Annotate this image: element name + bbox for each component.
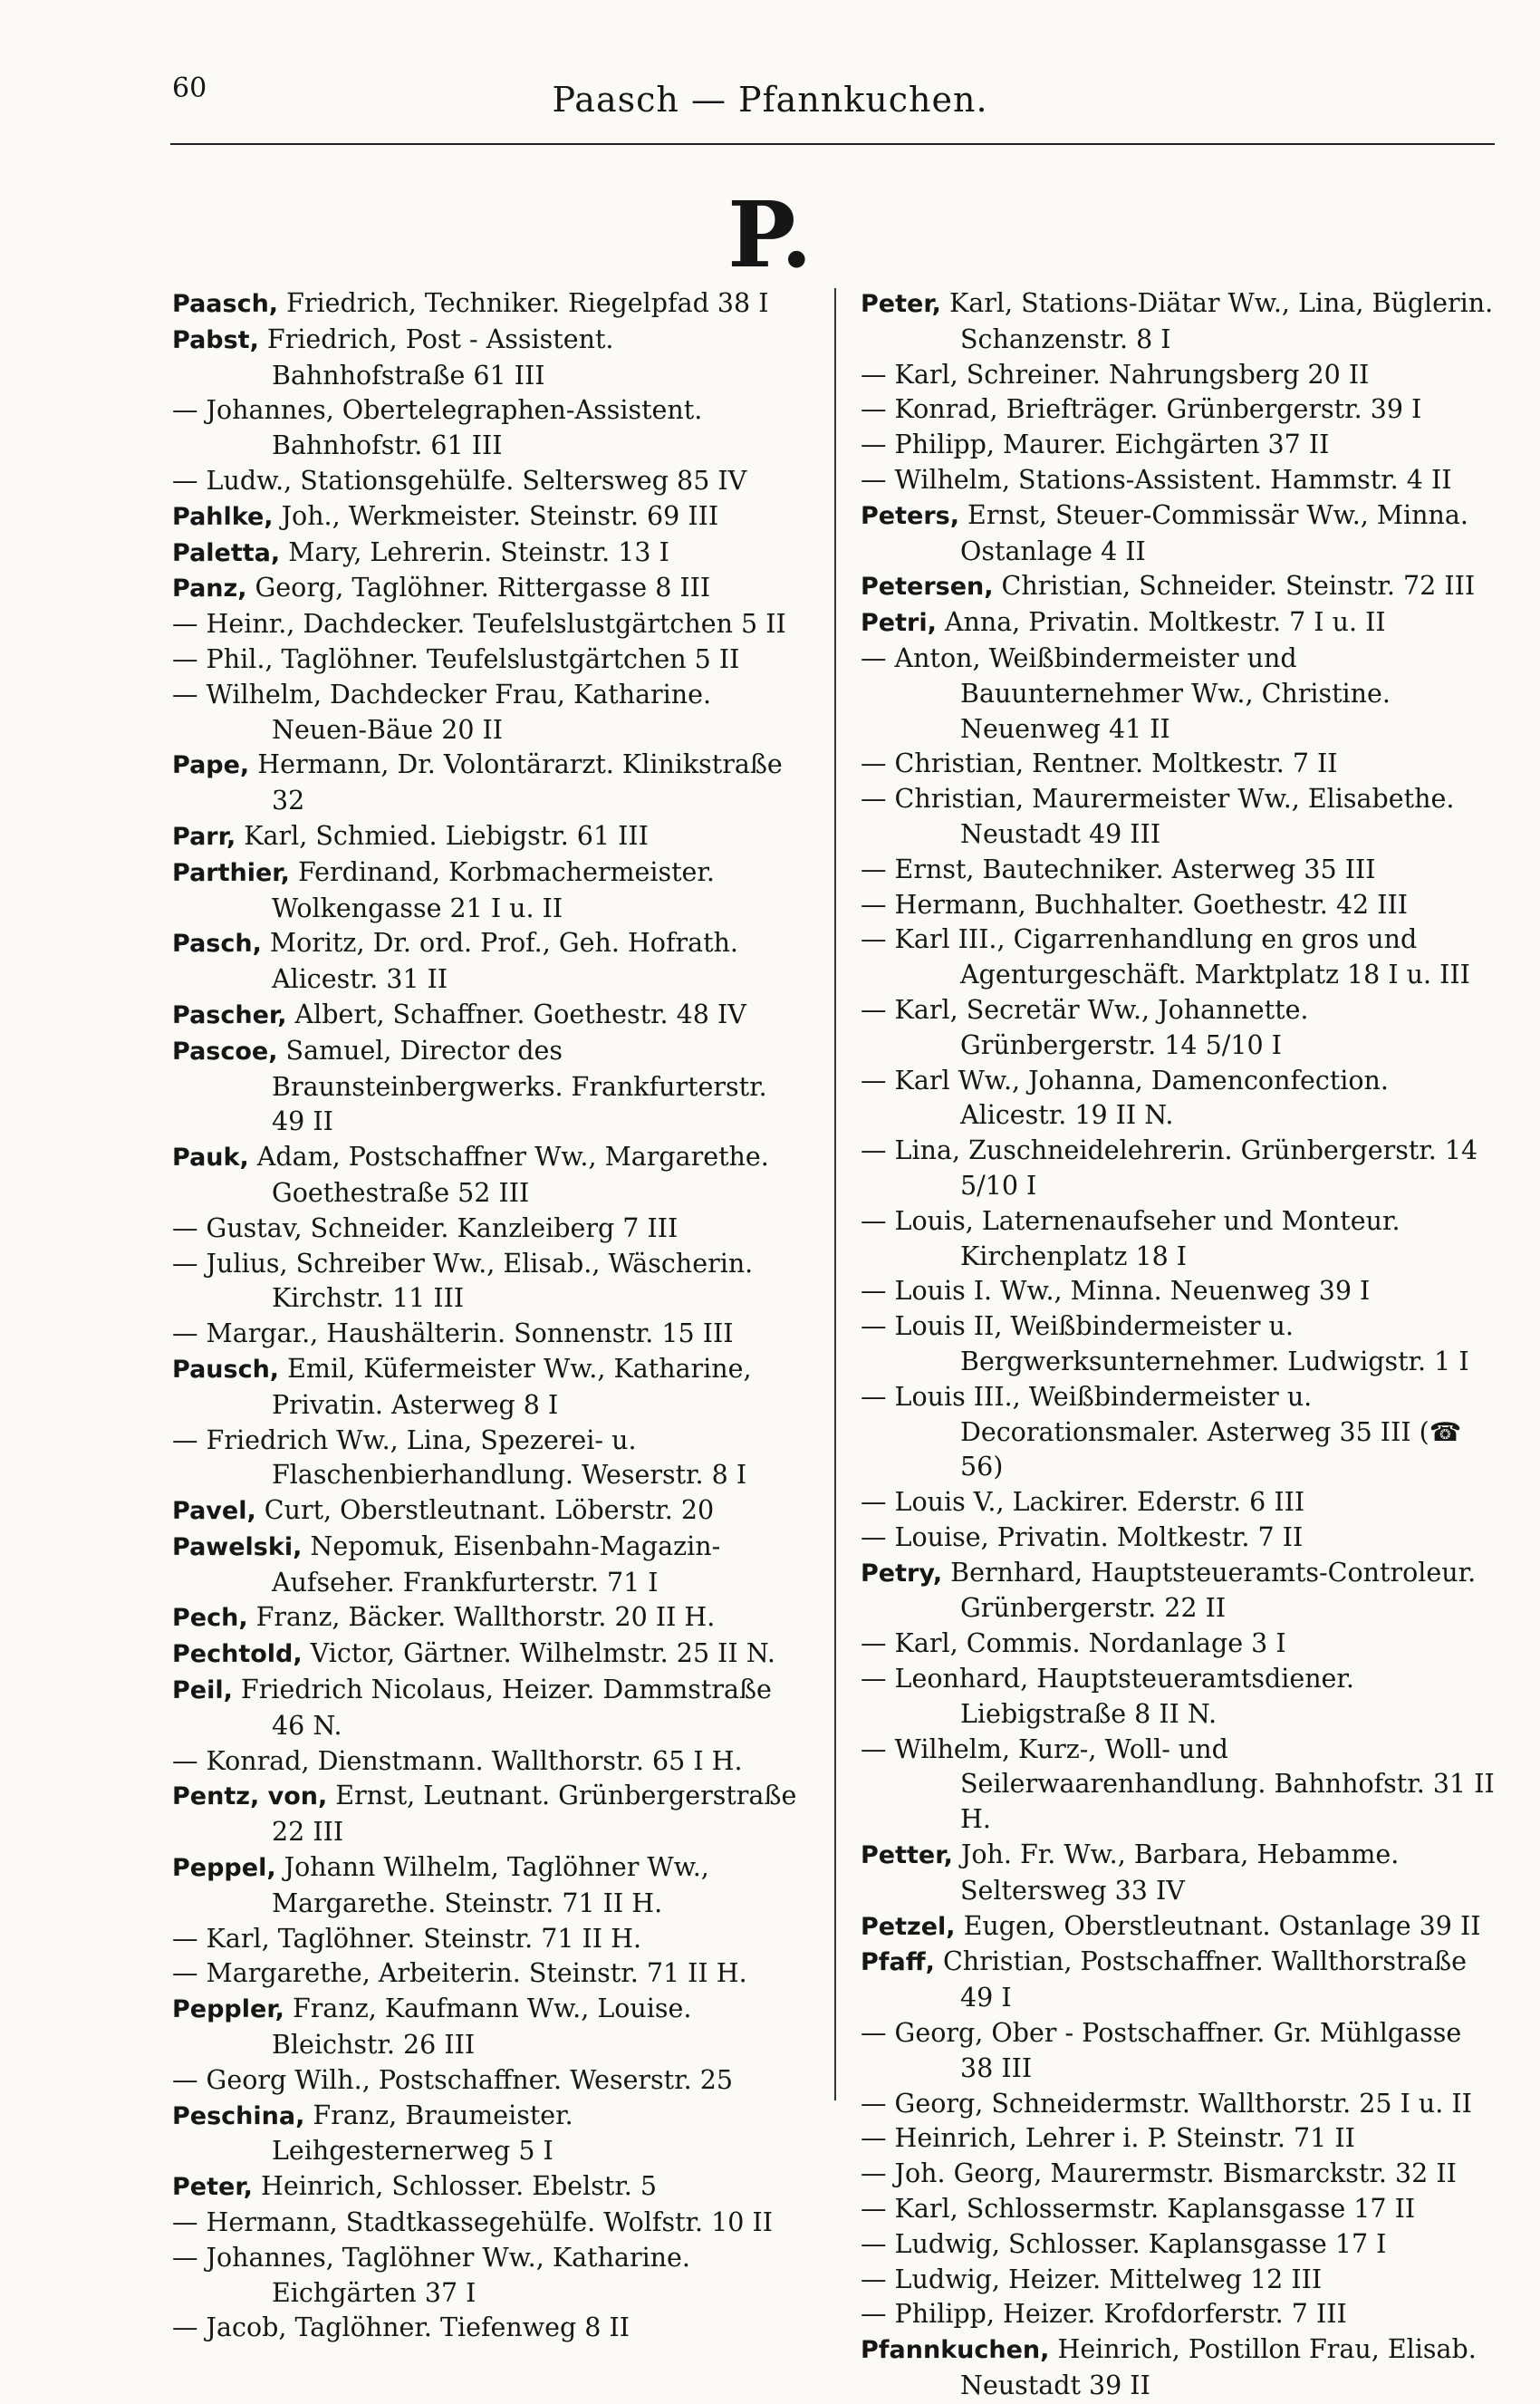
directory-entry [172,819,806,855]
entry-surname: Pascoe, [172,1037,278,1066]
entry-details: — Karl, Taglöhner. Steinstr. 71 II H. [172,1923,642,1954]
left-column [172,286,806,2346]
directory-entry [172,1600,806,1636]
section-letter: P. [727,181,813,288]
directory-entry [172,393,806,464]
directory-entry [861,2297,1495,2332]
directory-entry [861,1662,1495,1733]
entry-details: — Karl Ww., Johanna, Damenconfection. Alicestr. 19 II N. [861,1065,1389,1131]
directory-entry [172,926,806,998]
entry-details: — Anton, Weißbindermeister und Bauunternehmer Ww., Christine. Neuenweg 41 II [861,642,1391,744]
entry-details: — Margarethe, Arbeiterin. Steinstr. 71 II H. [172,1958,747,1989]
entry-details: — Wilhelm, Kurz-, Woll- und Seilerwaarenhandlung. Bahnhofstr. 31 II H. [861,1733,1495,1835]
directory-entry [861,853,1495,888]
entry-details: — Julius, Schreiber Ww., Elisab., Wäscherin. Kirchstr. 11 III [172,1248,754,1314]
entry-surname: Peter, [861,290,941,318]
entry-details: — Karl, Schlossermstr. Kaplansgasse 17 II [861,2194,1416,2225]
entry-details: — Louis V., Lackirer. Ederstr. 6 III [861,1487,1305,1518]
directory-entry [861,1134,1495,1204]
directory-entry [172,323,806,394]
entry-details: — Karl, Secretär Ww., Johannette. Grünbergerstr. 14 5/10 I [861,994,1309,1060]
entry-details: Ferdinand, Korbmachermeister. Wolkengasse 21 I u. II [272,856,715,923]
entry-details: Christian, Postschaffner. Wallthorstraße 49 I [934,1946,1468,2013]
running-head: Paasch — Pfannkuchen. [552,80,988,120]
entry-details: Eugen, Oberstleutnant. Ostanlage 39 II [955,1910,1481,1941]
entry-details: — Georg Wilh., Postschaffner. Weserstr. 25 [172,2064,734,2095]
directory-entry [861,1556,1495,1627]
entry-details: — Karl III., Cigarrenhandlung en gros und Agenturgeschäft. Marktplatz 18 I u. III [861,924,1470,990]
entry-details: — Joh. Georg, Maurermstr. Bismarckstr. 32 II [861,2158,1457,2189]
entry-details: — Heinrich, Lehrer i. P. Steinstr. 71 II [861,2123,1355,2154]
directory-entry [172,1922,806,1957]
entry-surname: Peschina, [172,2101,305,2130]
directory-entry [861,1380,1495,1485]
directory-entry [172,2063,806,2099]
entry-details: Karl, Schmied. Liebigstr. 61 III [236,820,649,851]
directory-entry [861,747,1495,782]
entry-details: — Johannes, Obertelegraphen-Assistent. Bahnhofstr. 61 III [172,395,703,461]
directory-entry [861,1838,1495,1909]
entry-details: Friedrich Nicolaus, Heizer. Dammstraße 46 N. [232,1675,772,1741]
entry-details: — Wilhelm, Stations-Assistent. Hammstr. 4 II [861,464,1452,495]
directory-entry [861,569,1495,605]
directory-entry [861,1909,1495,1945]
entry-details: Friedrich, Post - Assistent. Bahnhofstraße 61 III [258,323,614,391]
entry-details: — Louis III., Weißbindermeister u. Decorationsmaler. Asterweg 35 III (☎ 56) [861,1381,1462,1482]
entry-surname: Pawelski, [172,1532,303,1561]
directory-entry [861,2157,1495,2192]
directory-entry [861,782,1495,853]
directory-entry [172,571,806,607]
entry-details: Christian, Schneider. Steinstr. 72 III [993,571,1476,602]
directory-entry [172,1992,806,2063]
entry-surname: Peil, [172,1676,233,1705]
entry-details: — Jacob, Taglöhner. Tiefenweg 8 II [172,2312,630,2343]
directory-entry [861,358,1495,393]
entry-details: Ernst, Leutnant. Grünbergerstraße 22 III [272,1781,797,1848]
entry-details: Bernhard, Hauptsteueramts-Controleur. Grünbergerstr. 22 II [942,1557,1477,1624]
directory-entry [172,607,806,642]
entry-surname: Petzel, [861,1912,956,1941]
directory-entry [172,2241,806,2312]
entry-surname: Pasch, [172,930,262,959]
entry-surname: Pavel, [172,1497,256,1526]
entry-details: — Friedrich Ww., Lina, Spezerei- u. Flaschenbierhandlung. Weserstr. 8 I [172,1424,747,1491]
entry-details: Samuel, Director des Braunsteinbergwerks. Frankfurterstr. 49 II [272,1035,767,1137]
directory-entry [172,2099,806,2170]
directory-entry [861,2192,1495,2227]
entry-details: Georg, Taglöhner. Rittergasse 8 III [246,573,711,603]
entry-surname: Pahlke, [172,502,274,531]
entry-details: Moritz, Dr. ord. Prof., Geh. Hofrath. Alicestr. 31 II [261,928,738,995]
entry-details: — Christian, Maurermeister Ww., Elisabethe. Neustadt 49 III [861,784,1455,849]
directory-entry [861,1309,1495,1380]
directory-entry [172,1493,806,1530]
entry-details: Nepomuk, Eisenbahn-Magazin-Aufseher. Frankfurterstr. 71 I [272,1530,721,1598]
directory-entry [861,1274,1495,1309]
entry-details: — Lina, Zuschneidelehrerin. Grünbergerstr. 14 5/10 I [861,1135,1478,1201]
entry-details: Curt, Oberstleutnant. Löberstr. 20 [255,1495,715,1526]
entry-details: — Johannes, Taglöhner Ww., Katharine. Eichgärten 37 I [172,2242,690,2308]
entry-details: — Ludw., Stationsgehülfe. Seltersweg 85 IV [172,465,747,496]
entry-details: — Louis II, Weißbindermeister u. Bergwerksunternehmer. Ludwigstr. 1 I [861,1311,1469,1376]
directory-entry [861,1485,1495,1521]
entry-details: Emil, Küfermeister Ww., Katharine, Privatin. Asterweg 8 I [272,1353,752,1420]
entry-details: Franz, Kaufmann Ww., Louise. Bleichstr. 26 III [272,1994,692,2061]
entry-details: — Gustav, Schneider. Kanzleiberg 7 III [172,1212,679,1243]
entry-details: — Georg, Ober - Postschaffner. Gr. Mühlgasse 38 III [861,2018,1462,2083]
directory-entry [861,428,1495,463]
entry-details: Franz, Bäcker. Wallthorstr. 20 II H. [247,1602,716,1633]
directory-entry [861,2332,1495,2404]
directory-entry [861,2263,1495,2298]
entry-details: Ernst, Steuer-Commissär Ww., Minna. Ostanlage 4 II [958,499,1468,566]
entry-details: Hermann, Dr. Volontärarzt. Klinikstraße 32 [249,749,783,816]
directory-entry [172,464,806,499]
directory-entry [861,286,1495,358]
entry-surname: Peppel, [172,1854,276,1883]
entry-surname: Peter, [172,2173,253,2202]
entry-details: — Louis, Laternenaufseher und Monteur. Kirchenplatz 18 I [861,1205,1400,1271]
entry-details: Joh. Fr. Ww., Barbara, Hebamme. Seltersweg 33 IV [952,1839,1400,1906]
directory-entry [172,536,806,572]
entry-details: Anna, Privatin. Moltkestr. 7 I u. II [936,607,1386,638]
right-column [861,286,1495,2404]
directory-entry [172,748,806,819]
entry-surname: Pauk, [172,1144,249,1173]
directory-entry [172,1212,806,1247]
entry-details: — Philipp, Heizer. Krofdorferstr. 7 III [861,2299,1347,2330]
directory-entry [861,1204,1495,1275]
directory-entry [861,1521,1495,1556]
directory-entry [172,678,806,748]
directory-entry [172,1424,806,1494]
entry-details: Adam, Postschaffner Ww., Margarethe. Goethestraße 52 III [248,1142,769,1208]
entry-surname: Petersen, [861,573,994,602]
page-number: 60 [172,72,207,104]
entry-surname: Pascher, [172,1000,287,1029]
entry-details: — Margar., Haushälterin. Sonnenstr. 15 III [172,1318,734,1349]
directory-entry [172,1636,806,1673]
directory-entry [172,1034,806,1140]
entry-surname: Petri, [861,609,937,638]
entry-details: — Hermann, Stadtkassegehülfe. Wolfstr. 10 II [172,2207,773,2238]
entry-surname: Peters, [861,501,959,530]
entry-details: Heinrich, Postillon Frau, Elisab. Neustadt 39 II [960,2334,1477,2401]
entry-details: — Louise, Privatin. Moltkestr. 7 II [861,1521,1304,1552]
directory-entry [172,855,806,927]
entry-details: — Philipp, Maurer. Eichgärten 37 II [861,430,1330,460]
entry-details: — Ludwig, Heizer. Mittelweg 12 III [861,2264,1323,2294]
entry-surname: Parthier, [172,858,290,887]
directory-entry [861,392,1495,428]
entry-details: Albert, Schaffner. Goethestr. 48 IV [286,999,746,1029]
directory-entry [172,1530,806,1601]
directory-entry [172,642,806,678]
entry-details: — Ludwig, Schlosser. Kaplansgasse 17 I [861,2228,1387,2259]
directory-entry [861,642,1495,747]
column-divider [834,288,836,2100]
directory-entry [861,993,1495,1064]
entry-details: Heinrich, Schlosser. Ebelstr. 5 [252,2171,658,2202]
entry-details: — Georg, Schneidermstr. Wallthorstr. 25 I u. II [861,2088,1472,2119]
entry-surname: Parr, [172,822,236,851]
directory-entry [861,1064,1495,1134]
entry-surname: Pabst, [172,325,259,354]
entry-details: — Louis I. Ww., Minna. Neuenweg 39 I [861,1276,1371,1307]
directory-entry [172,998,806,1034]
entry-surname: Panz, [172,574,247,603]
directory-entry [172,1247,806,1318]
entry-surname: Pentz, von, [172,1782,328,1811]
entry-details: — Hermann, Buchhalter. Goethestr. 42 III [861,889,1409,920]
directory-entry [861,498,1495,570]
entry-details: — Ernst, Bautechniker. Asterweg 35 III [861,854,1376,884]
directory-entry [172,286,806,323]
directory-entry [861,1627,1495,1662]
entry-surname: Pape, [172,751,250,780]
entry-surname: Pausch, [172,1355,280,1384]
directory-entry [172,1956,806,1992]
directory-entry [172,1352,806,1424]
entry-surname: Pech, [172,1604,248,1633]
entry-details: — Karl, Commis. Nordanlage 3 I [861,1628,1286,1659]
entry-surname: Petry, [861,1559,943,1588]
directory-entry [861,463,1495,498]
directory-entry [861,922,1495,993]
directory-entry [172,1317,806,1352]
directory-entry [861,1733,1495,1838]
directory-entry [861,888,1495,923]
entry-surname: Paletta, [172,538,281,567]
entry-surname: Peppler, [172,1995,284,2024]
entry-details: Karl, Stations-Diätar Ww., Lina, Büglerin. Schanzenstr. 8 I [940,288,1494,354]
directory-entry [172,2311,806,2346]
directory-entry [861,2087,1495,2122]
directory-entry [172,1140,806,1212]
directory-entry [861,2227,1495,2263]
entry-details: — Heinr., Dachdecker. Teufelslustgärtchen 5 II [172,609,786,640]
directory-entry [172,2206,806,2241]
entry-details: — Phil., Taglöhner. Teufelslustgärtchen 5 II [172,643,740,674]
directory-entry [861,2016,1495,2087]
entry-details: — Leonhard, Hauptsteueramtsdiener. Liebigstraße 8 II N. [861,1664,1354,1729]
directory-entry [172,1779,806,1850]
entry-surname: Paasch, [172,290,279,318]
directory-entry [172,1850,806,1922]
entry-surname: Pfaff, [861,1948,935,1977]
directory-entry [861,605,1495,642]
entry-details: Franz, Braumeister. Leihgesternerweg 5 I [272,2100,573,2167]
entry-details: Joh., Werkmeister. Steinstr. 69 III [273,500,719,531]
header-rule [170,143,1495,145]
entry-surname: Pechtold, [172,1640,303,1669]
entry-details: Friedrich, Techniker. Riegelpfad 38 I [278,288,769,318]
directory-entry [172,499,806,536]
entry-details: Johann Wilhelm, Taglöhner Ww., Margarethe. Steinstr. 71 II H. [272,1852,709,1918]
entry-details: — Wilhelm, Dachdecker Frau, Katharine. Neuen-Bäue 20 II [172,679,712,745]
directory-entry [861,2121,1495,2157]
directory-entry [172,1673,806,1744]
entry-details: — Konrad, Briefträger. Grünbergerstr. 39 I [861,394,1422,425]
entry-details: — Karl, Schreiner. Nahrungsberg 20 II [861,359,1370,390]
directory-entry [172,1744,806,1780]
directory-entry [172,2169,806,2206]
entry-details: Victor, Gärtner. Wilhelmstr. 25 II N. [302,1638,775,1669]
entry-details: — Konrad, Dienstmann. Wallthorstr. 65 I H. [172,1745,743,1776]
directory-entry [861,1945,1495,2016]
entry-details: Mary, Lehrerin. Steinstr. 13 I [280,536,669,567]
entry-surname: Petter, [861,1841,953,1870]
entry-surname: Pfannkuchen, [861,2336,1050,2365]
entry-details: — Christian, Rentner. Moltkestr. 7 II [861,748,1338,779]
